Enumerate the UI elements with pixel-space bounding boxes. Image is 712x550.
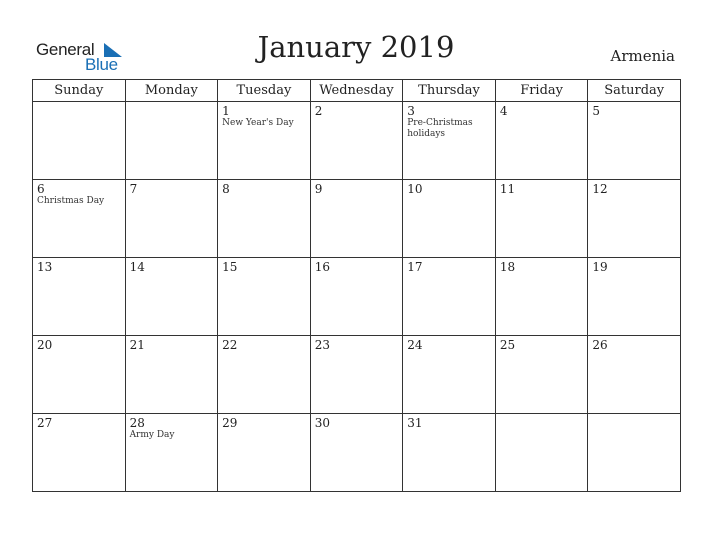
weekday-friday: Friday [495, 80, 588, 102]
day-number: 21 [129, 338, 145, 352]
day-cell [310, 414, 403, 492]
day-cell [33, 102, 126, 180]
day-number: 31 [407, 416, 423, 430]
day-cell [218, 414, 311, 492]
day-number: 26 [592, 338, 608, 352]
day-number: 1 [222, 104, 230, 118]
day-number: 30 [314, 416, 330, 430]
day-number: 11 [499, 182, 516, 196]
logo-word-blue: Blue [85, 55, 118, 74]
day-cell [403, 180, 496, 258]
day-number: 18 [499, 260, 516, 274]
day-number: 23 [314, 338, 330, 352]
calendar-title: January 2019 [257, 30, 455, 64]
logo-word-general: General [36, 40, 95, 59]
day-cell [125, 336, 218, 414]
day-cell [33, 414, 126, 492]
calendar-grid [32, 79, 681, 492]
day-number: 2 [314, 104, 323, 118]
day-number: 9 [314, 182, 323, 196]
day-number: 7 [129, 182, 138, 196]
day-number: 27 [37, 416, 53, 430]
weekday-wednesday: Wednesday [310, 80, 403, 102]
weekday-sunday: Sunday [33, 80, 126, 102]
day-cell [403, 414, 496, 492]
day-cell [403, 336, 496, 414]
day-cell [33, 258, 126, 336]
day-cell [125, 102, 218, 180]
day-cell [310, 336, 403, 414]
day-number: 15 [222, 260, 238, 274]
weekday-monday: Monday [125, 80, 218, 102]
day-cell [588, 102, 681, 180]
day-cell [588, 258, 681, 336]
holiday-label: Army Day [129, 430, 175, 440]
day-cell [125, 414, 218, 492]
day-cell [33, 180, 126, 258]
day-number: 19 [592, 260, 608, 274]
day-number: 29 [222, 416, 238, 430]
country-label: Armenia [610, 47, 675, 65]
day-number: 13 [37, 260, 53, 274]
day-cell [218, 102, 311, 180]
day-cell [125, 258, 218, 336]
day-cell [495, 180, 588, 258]
day-cell [218, 258, 311, 336]
day-cell [495, 102, 588, 180]
weekday-thursday: Thursday [403, 80, 496, 102]
week-row [33, 414, 681, 492]
day-number: 24 [407, 338, 423, 352]
day-cell [588, 180, 681, 258]
day-number: 5 [592, 104, 601, 118]
holiday-label: New Year's Day [222, 118, 294, 128]
holiday-label: Pre-Christmas holidays [407, 118, 473, 139]
day-cell [495, 414, 588, 492]
day-cell [588, 414, 681, 492]
day-number: 14 [129, 260, 145, 274]
day-number: 8 [222, 182, 230, 196]
holiday-label: Christmas Day [37, 196, 105, 206]
day-cell [403, 258, 496, 336]
day-cell [310, 180, 403, 258]
weekday-saturday: Saturday [588, 80, 681, 102]
week-row [33, 102, 681, 180]
weekday-tuesday: Tuesday [218, 80, 311, 102]
day-number: 4 [499, 104, 508, 118]
day-cell [125, 180, 218, 258]
day-number: 20 [37, 338, 53, 352]
weekday-header-row [33, 80, 681, 102]
day-number: 17 [407, 260, 423, 274]
day-number: 28 [129, 416, 145, 430]
day-number: 22 [222, 338, 238, 352]
day-number: 6 [37, 182, 45, 196]
day-cell [403, 102, 496, 180]
day-number: 16 [314, 260, 330, 274]
day-number: 25 [499, 338, 516, 352]
day-cell [310, 102, 403, 180]
day-cell [495, 336, 588, 414]
day-cell [33, 336, 126, 414]
day-cell [310, 258, 403, 336]
day-number: 10 [407, 182, 423, 196]
week-row [33, 336, 681, 414]
week-row [33, 258, 681, 336]
day-number: 12 [592, 182, 608, 196]
day-cell [495, 258, 588, 336]
week-row [33, 180, 681, 258]
day-cell [218, 336, 311, 414]
day-number: 3 [407, 104, 415, 118]
day-cell [218, 180, 311, 258]
day-cell [588, 336, 681, 414]
